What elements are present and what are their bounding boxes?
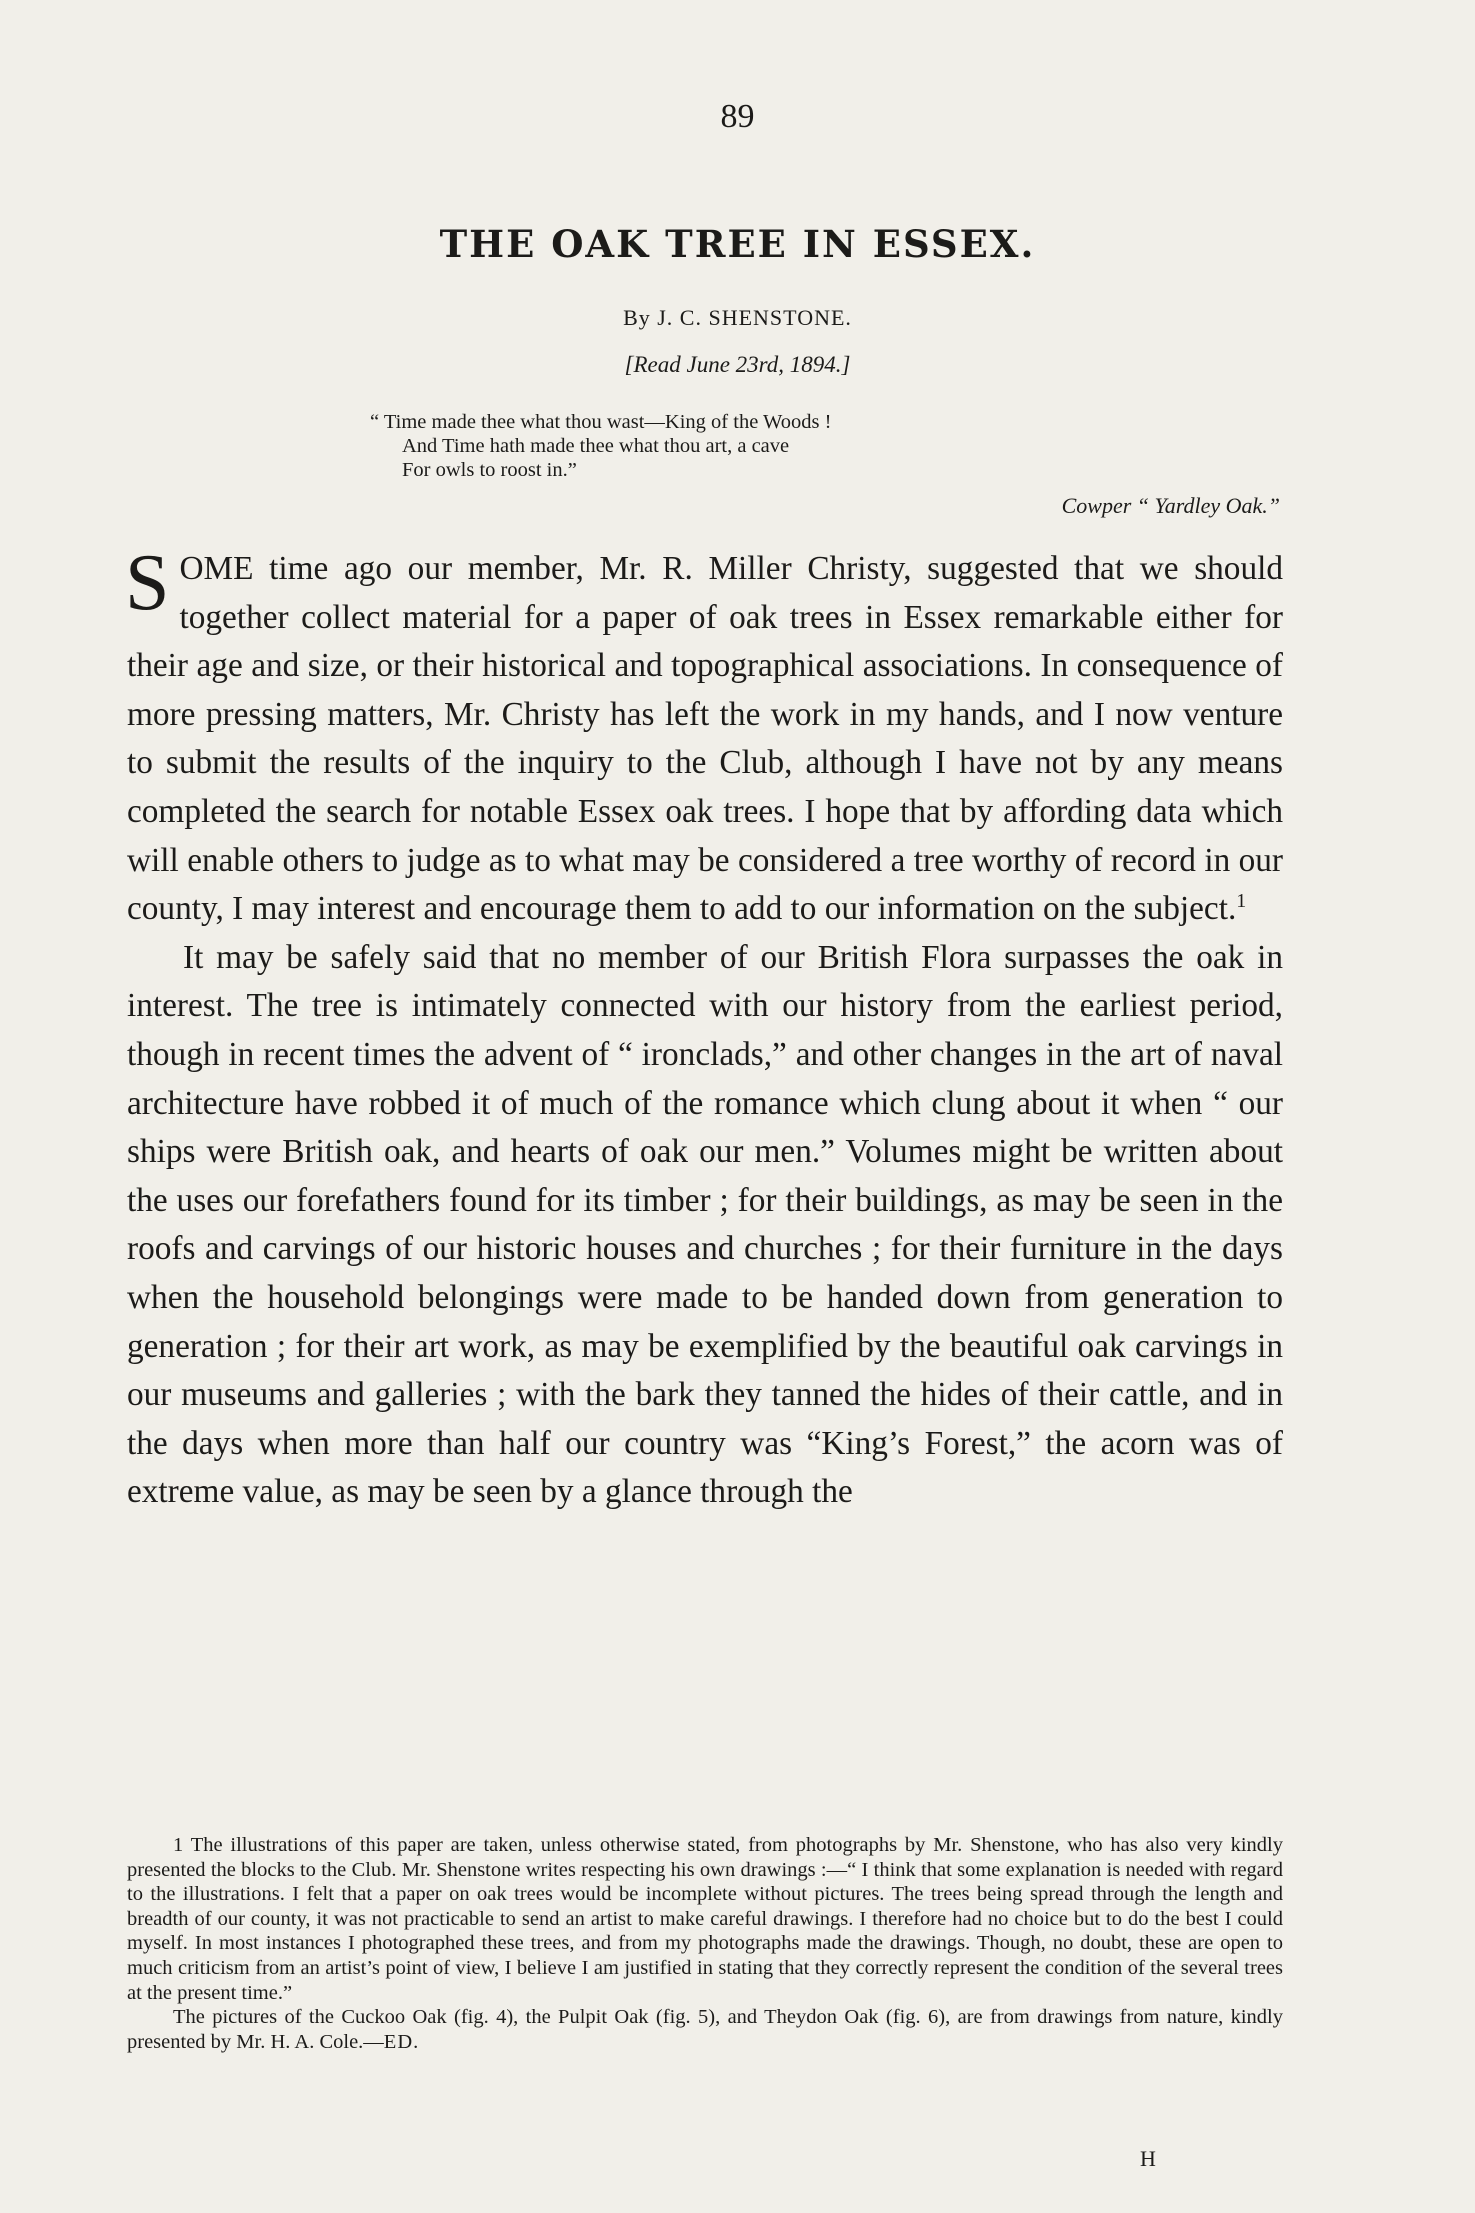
footnote: 1 The illustrations of this paper are taken, unless otherwise stated, from photographs by Mr. Shenstone, who has also very kindly presented the blocks to the Club. Mr. Shenstone writes respecting his own drawings :—“ I think that some explanation is needed with regard to the illustrations. I felt that a paper on oak trees would be incomplete without pictures. The trees being spread through the length and breadth of our county, it was not practicable to send an artist to make careful drawings. I therefore had no choice but to do the best I could myself. In most instances I photographed these trees, and from my photographs made the drawings. Though, no doubt, these are open to much criticism from an artist’s point of view, I believe I am justified in stating that they correctly represent the condition of the several trees at the present time.”: [127, 1834, 1283, 2004]
footnote: [127, 2005, 1283, 2054]
footnote-text: The pictures of the Cuckoo Oak (fig. 4), the Pulpit Oak (fig. 5), and Theydon Oak (fig. 6), are from drawings from nature, kindly presented by Mr. H. A. Cole.—: [127, 2006, 1283, 2053]
epigraph-line: And Time hath made thee what thou art, a cave: [402, 435, 790, 457]
author-byline: By J. C. SHENSTONE.: [623, 305, 852, 330]
epigraph-attribution: Cowper “ Yardley Oak.”: [1061, 493, 1280, 518]
signature-mark: H: [1140, 2146, 1156, 2171]
article-title: THE OAK TREE IN ESSEX.: [439, 222, 1036, 266]
article-body: [125, 539, 1283, 1517]
epigraph: [370, 410, 1100, 482]
footnote-reference: 1: [1236, 890, 1247, 913]
paragraph-text: OME time ago our member, Mr. R. Miller Christy, suggested that we should together collect material for a paper of oak trees in Essex remarkable either for their age and size, or their historical and topographical associations. In consequence of more pressing matters, Mr. Christy has left the work in my hands, and I now venture to submit the results of the inquiry to the Club, although I have not by any means completed the search for notable Essex oak trees. I hope that by affording data which will enable others to judge as to what may be considered a tree worthy of record in our county, I may interest and encourage them to add to our information on the subject.: [127, 550, 1283, 928]
paragraph: [125, 539, 1283, 934]
paragraph: It may be safely said that no member of our British Flora surpasses the oak in interest. The tree is intimately connected with our history from the earliest period, though in recent times the advent of “ ironclads,” and other changes in the art of naval architecture have robbed it of much of the romance which clung about it when “ our ships were British oak, and hearts of oak our men.” Volumes might be written about the uses our forefathers found for its timber ; for their buildings, as may be seen in the roofs and carvings of our historic houses and churches ; for their furniture in the days when the household belongings were made to be handed down from generation to generation ; for their art work, as may be exemplified by the beautiful oak carvings in our museums and galleries ; with the bark they tanned the hides of their cattle, and in the days when more than half our country was “King’s Forest,” the acorn was of extreme value, as may be seen by a glance through the: [127, 938, 1283, 1511]
drop-cap: S: [125, 539, 170, 627]
epigraph-line: “ Time made thee what thou wast—King of the Woods !: [370, 411, 832, 433]
editor-mark: ED.: [383, 2030, 420, 2053]
epigraph-line: For owls to roost in.”: [402, 459, 577, 481]
read-date: [Read June 23rd, 1894.]: [624, 352, 851, 377]
page-number: 89: [720, 98, 755, 135]
footnotes: [127, 1833, 1283, 2054]
